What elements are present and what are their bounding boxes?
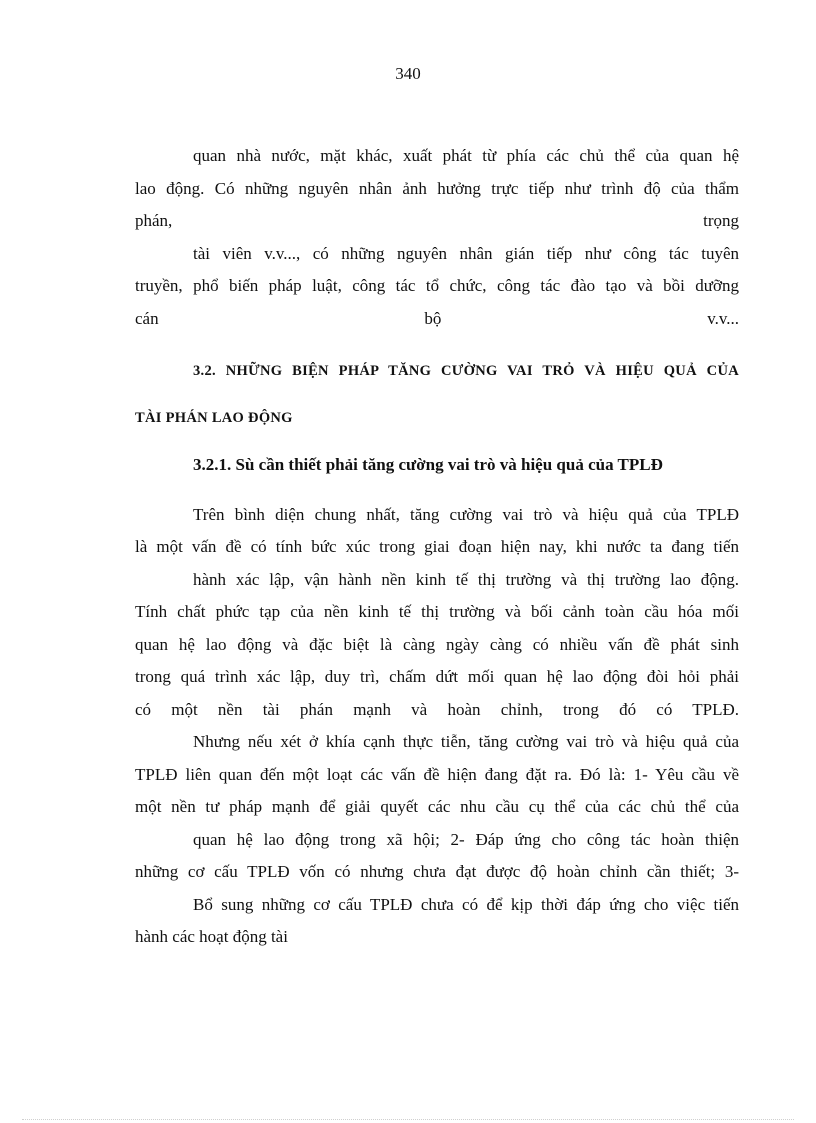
text-line: hành các hoạt động tài: [135, 927, 288, 946]
subsection-heading: 3.2.1. Sù cần thiết phải tăng cường vai trò và hiệu quả của TPLĐ: [193, 455, 663, 474]
text-line: quan nhà nước, mặt khác, xuất phát từ phía các chủ thể của quan hệ: [193, 146, 739, 165]
text-line: quan hệ lao động và đặc biệt là càng ngày càng có nhiều vấn đề phát sinh: [135, 634, 739, 654]
text-line: TPLĐ liên quan đến một loạt các vấn đề hiện đang đặt ra. Đó là: 1- Yêu cầu về: [135, 764, 739, 784]
text-line: quan hệ lao động trong xã hội; 2- Đáp ứng cho công tác hoàn thiện: [193, 829, 739, 849]
section-heading-continued: TÀI PHÁN LAO ĐỘNG: [135, 410, 293, 426]
text-line: tài viên v.v..., có những nguyên nhân gián tiếp như công tác tuyên: [193, 243, 739, 263]
bottom-dotted-rule: [22, 1119, 794, 1120]
text-line: trong quá trình xác lập, duy trì, chấm dứt mối quan hệ lao động đòi hỏi phải: [135, 667, 739, 686]
text-line: phán, trọng: [135, 211, 739, 230]
document-body: [135, 140, 739, 954]
text-line: lao động. Có những nguyên nhân ảnh hưởng trực tiếp như trình độ của thẩm: [135, 178, 739, 198]
text-line: Nhưng nếu xét ở khía cạnh thực tiễn, tăng cường vai trò và hiệu quả của: [193, 732, 739, 751]
text-line: truyền, phổ biến pháp luật, công tác tổ chức, công tác đào tạo và bồi dưỡng: [135, 276, 739, 295]
text-line: Tính chất phức tạp của nền kinh tế thị trường và bối cảnh toàn cầu hóa mối: [135, 602, 739, 621]
text-line: một nền tư pháp mạnh để giải quyết các nhu cầu cụ thể của các chủ thể của: [135, 797, 739, 816]
section-heading: 3.2. NHỮNG BIỆN PHÁP TĂNG CƯỜNG VAI TRỎ VÀ HIỆU QUẢ CỦA: [193, 363, 739, 379]
text-line: có một nền tài phán mạnh và hoàn chỉnh, trong đó có TPLĐ.: [135, 699, 739, 719]
text-line: hành xác lập, vận hành nền kinh tế thị trường và thị trường lao động.: [193, 569, 739, 589]
page-number: 340: [395, 64, 421, 83]
text-line: là một vấn đề có tính bức xúc trong giai đoạn hiện nay, khi nước ta đang tiến: [135, 537, 739, 556]
text-line: Bổ sung những cơ cấu TPLĐ chưa có để kịp thời đáp ứng cho việc tiến: [193, 894, 739, 914]
text-line: Trên bình diện chung nhất, tăng cường vai trò và hiệu quả của TPLĐ: [193, 504, 739, 524]
text-line: những cơ cấu TPLĐ vốn có nhưng chưa đạt được độ hoàn chỉnh cần thiết; 3-: [135, 862, 739, 881]
text-line: cán bộ v.v...: [135, 308, 739, 328]
